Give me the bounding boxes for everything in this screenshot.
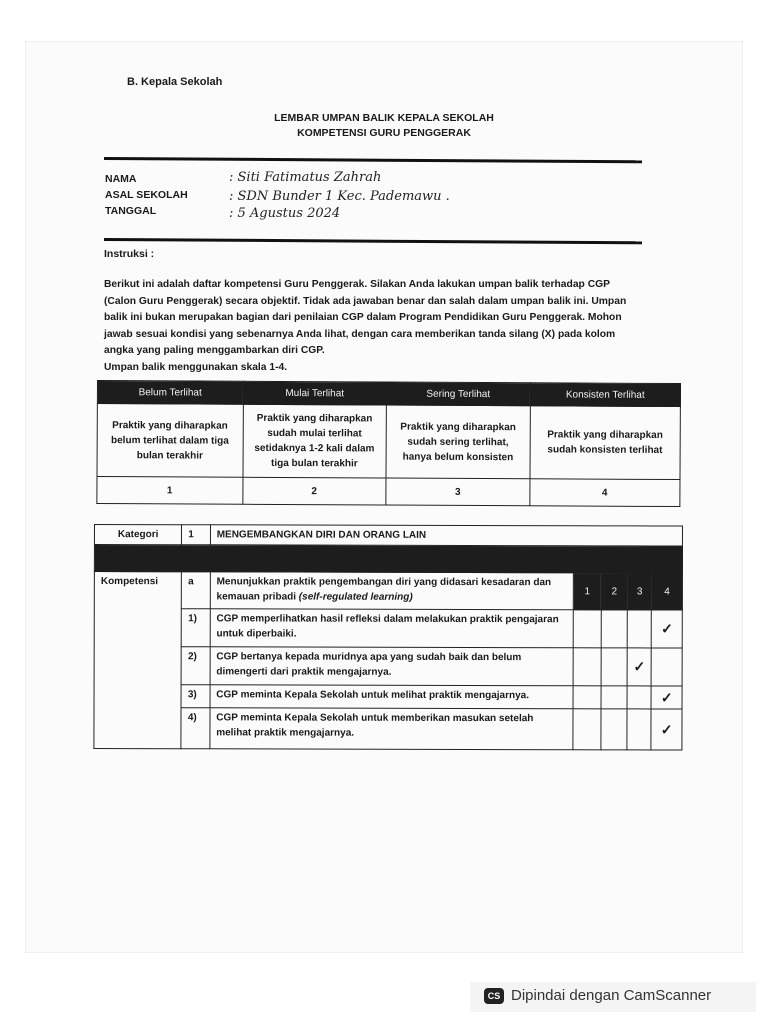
asal-sekolah-value: : SDN Bunder 1 Kec. Pademawu . bbox=[229, 189, 450, 204]
item-number: 3) bbox=[181, 685, 209, 708]
rating-header-3: 3 bbox=[627, 573, 651, 610]
item-text: CGP meminta Kepala Sekolah untuk memberikan masukan setelah melihat praktik mengajarnya. bbox=[210, 708, 574, 750]
item-text: CGP memperlihatkan hasil refleksi dalam melakukan praktik pengajaran untuk diperbaiki. bbox=[210, 609, 574, 648]
item-number: 1) bbox=[182, 609, 211, 647]
item-row-2 bbox=[94, 647, 682, 687]
scale-table bbox=[96, 380, 681, 507]
dark-spacer-row bbox=[94, 545, 682, 574]
kompetensi-description bbox=[210, 572, 574, 610]
rating-cell-2[interactable] bbox=[601, 686, 627, 709]
scale-header-2: Mulai Terlihat bbox=[243, 381, 387, 405]
scale-num-2: 2 bbox=[242, 477, 386, 505]
skala-text: Umpan balik menggunakan skala 1-4. bbox=[104, 361, 288, 373]
rating-cell-1[interactable] bbox=[573, 709, 601, 750]
rating-cell-4[interactable] bbox=[651, 686, 682, 709]
item-text: CGP bertanya kepada muridnya apa yang sudah baik dan belum dimengerti dari praktik mengajarnya. bbox=[210, 647, 574, 686]
rating-cell-4[interactable] bbox=[651, 709, 682, 750]
scale-num-3: 3 bbox=[386, 478, 530, 506]
scale-desc-4: Praktik yang diharapkan sudah konsisten terlihat bbox=[530, 406, 681, 480]
item-row-3 bbox=[94, 685, 682, 710]
scale-header-4: Konsisten Terlihat bbox=[530, 383, 680, 407]
kategori-number: 1 bbox=[182, 525, 210, 545]
scale-num-1: 1 bbox=[97, 477, 243, 505]
rating-cell-1[interactable] bbox=[573, 610, 601, 648]
rating-cell-2[interactable] bbox=[601, 648, 627, 686]
kompetensi-letter: a bbox=[182, 572, 211, 609]
rating-header-2: 2 bbox=[601, 573, 627, 610]
scale-desc-2: Praktik yang diharapkan sudah mulai terlihat setidaknya 1-2 kali dalam tiga bulan terakhir bbox=[242, 404, 386, 478]
kompetensi-row bbox=[94, 572, 682, 611]
kompetensi-text: Menunjukkan praktik pengembangan diri yang didasari kesadaran dan kemauan pribadi bbox=[216, 576, 552, 603]
item-row-4 bbox=[94, 708, 682, 751]
rating-cell-1[interactable] bbox=[573, 686, 600, 709]
kategori-text: MENGEMBANGKAN DIRI DAN ORANG LAIN bbox=[210, 525, 682, 546]
rating-cell-4[interactable] bbox=[652, 610, 683, 648]
instruksi-text: Berikut ini adalah daftar kompetensi Guru Penggerak. Silakan Anda lakukan umpan balik terhadap CGP (Calon Guru Penggerak) secara objektif. Tidak ada jawaban benar dan salah dalam umpan balik ini. Umpan balik ini bukan merupakan bagian dari penilaian CGP dalam Program Pendidikan Guru Penggerak. Mohon jawab sesuai kondisi yang sebenarnya Anda lihat, dengan cara memberikan tanda silang (X) pada kolom angka yang paling menggambarkan diri CGP. bbox=[104, 279, 627, 356]
dark-spacer bbox=[94, 545, 682, 574]
form-title: LEMBAR UMPAN BALIK KEPALA SEKOLAH bbox=[274, 112, 494, 124]
rating-cell-3[interactable] bbox=[627, 648, 651, 686]
item-text: CGP meminta Kepala Sekolah untuk melihat praktik mengajarnya. bbox=[210, 685, 574, 709]
scale-desc-row bbox=[97, 404, 680, 480]
instruksi-paragraph bbox=[104, 277, 634, 376]
rating-cell-1[interactable] bbox=[573, 648, 601, 686]
rating-header-4: 4 bbox=[652, 573, 683, 610]
kategori-row bbox=[94, 525, 682, 547]
rating-cell-3[interactable] bbox=[627, 610, 651, 648]
rating-header-1: 1 bbox=[574, 573, 602, 610]
camscanner-text: Dipindai dengan CamScanner bbox=[511, 987, 712, 1004]
form-subtitle: KOMPETENSI GURU PENGGERAK bbox=[297, 127, 471, 139]
scale-desc-3: Praktik yang diharapkan sudah sering terlihat, hanya belum konsisten bbox=[386, 405, 530, 479]
rating-cell-4[interactable] bbox=[652, 648, 683, 686]
check-mark-icon: ✓ bbox=[661, 620, 673, 637]
scale-num-row bbox=[97, 477, 680, 507]
camscanner-logo-icon: CS bbox=[484, 988, 504, 1004]
check-mark-icon: ✓ bbox=[660, 688, 673, 706]
rating-cell-3[interactable] bbox=[627, 686, 651, 709]
kompetensi-label: Kompetensi bbox=[94, 572, 182, 749]
rating-cell-2[interactable] bbox=[601, 610, 627, 648]
nama-label: NAMA bbox=[105, 173, 137, 185]
kategori-label: Kategori bbox=[94, 525, 181, 545]
rating-cell-2[interactable] bbox=[601, 709, 627, 750]
item-number: 2) bbox=[181, 647, 210, 685]
tanggal-value: : 5 Agustus 2024 bbox=[229, 206, 341, 221]
scale-header-1: Belum Terlihat bbox=[97, 381, 243, 405]
instruksi-label: Instruksi : bbox=[104, 248, 155, 260]
asal-sekolah-label: ASAL SEKOLAH bbox=[105, 189, 188, 201]
scale-header-3: Sering Terlihat bbox=[386, 382, 530, 406]
kompetensi-italic: (self-regulated learning) bbox=[298, 591, 413, 603]
nama-value: : Siti Fatimatus Zahrah bbox=[229, 170, 382, 185]
competency-table bbox=[93, 524, 683, 751]
tanggal-label: TANGGAL bbox=[105, 205, 157, 217]
check-mark-icon: ✓ bbox=[660, 720, 673, 738]
item-number: 4) bbox=[181, 708, 210, 749]
check-mark-icon: ✓ bbox=[633, 658, 646, 675]
item-row-1 bbox=[94, 609, 682, 649]
scale-desc-1: Praktik yang diharapkan belum terlihat dalam tiga bulan terakhir bbox=[97, 404, 243, 478]
scale-header-row bbox=[97, 381, 680, 407]
rating-cell-3[interactable] bbox=[627, 709, 651, 750]
section-heading: B. Kepala Sekolah bbox=[127, 76, 223, 88]
scale-num-4: 4 bbox=[529, 479, 680, 507]
